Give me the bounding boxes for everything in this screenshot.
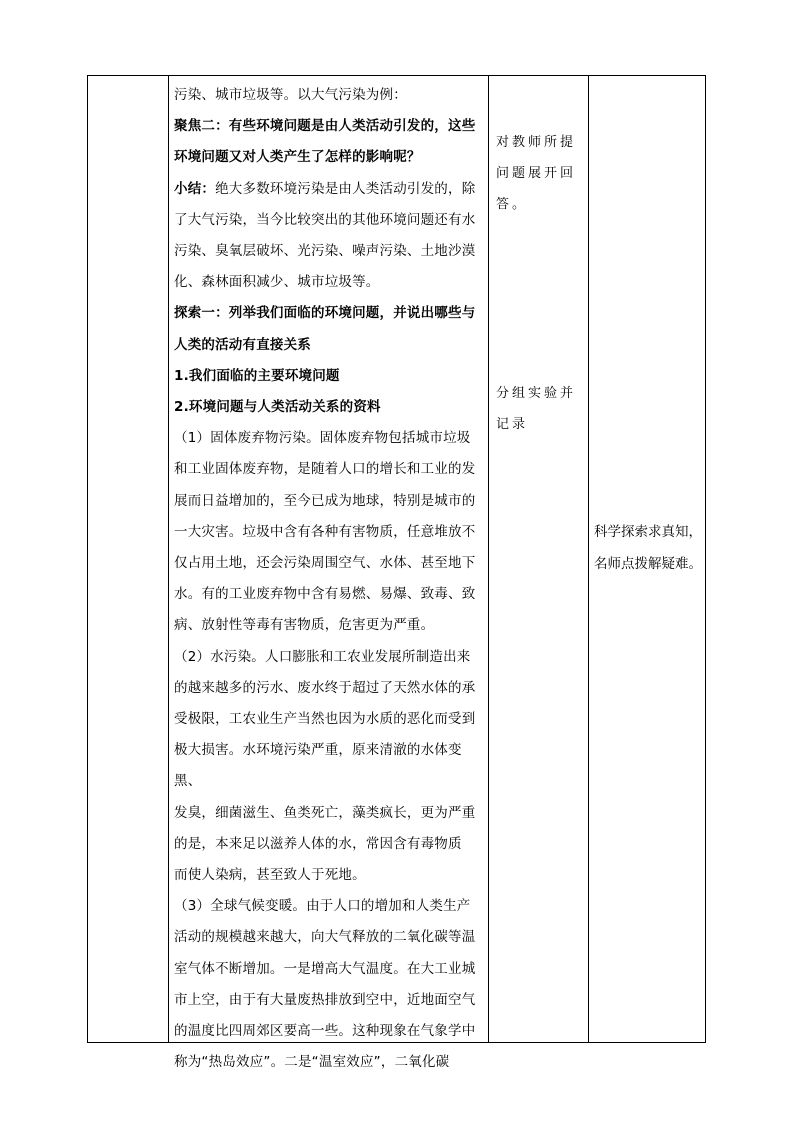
explore-one-heading: 探索一：列举我们面临的环境问题，并说出哪些与 — [174, 305, 476, 322]
summary-text: 绝大多数环境污染是由人类活动引发的，除 — [215, 180, 476, 197]
text-line: 一大灾害。垃圾中含有各种有害物质，任意堆放不 — [174, 523, 476, 540]
design-intent-cell — [594, 516, 706, 580]
column-divider — [488, 76, 489, 1042]
text-line: 展而日益增加的，至今已成为地球，特别是城市的 — [174, 492, 476, 509]
text-line: 答。 — [496, 197, 529, 212]
text-line: 发臭，细菌滋生、鱼类死亡，藻类疯长，更为严重 — [174, 804, 476, 821]
text-line: 活动的规模越来越大，向大气释放的二氧化碳等温 — [174, 929, 476, 946]
text-line: 污染、城市垃圾等。以大气污染为例： — [174, 87, 407, 103]
column-divider — [588, 76, 589, 1042]
subheading: 1.我们面临的主要环境问题 — [174, 367, 340, 384]
text-line: 仅占用土地，还会污染周围空气、水体、甚至地下 — [174, 555, 476, 572]
text-line: 记录 — [496, 417, 529, 432]
text-line: 而使人染病，甚至致人于死地。 — [174, 867, 366, 884]
text-line: 水。有的工业废弃物中含有易燃、易爆、致毒、致 — [174, 586, 476, 603]
teaching-content-cell — [174, 80, 484, 1079]
text-line: 科学探索求真知， — [594, 524, 702, 540]
text-line: 对教师所提 — [496, 135, 577, 150]
text-line: 室气体不断增加。一是增高大气温度。在大工业城 — [174, 960, 476, 977]
column-divider — [168, 76, 169, 1042]
text-line: （1）固体废弃物污染。固体废弃物包括城市垃圾 — [174, 430, 471, 447]
text-line: 分组实验并 — [496, 386, 577, 401]
text-line: 的越来越多的污水、废水终于超过了天然水体的承 — [174, 679, 476, 696]
text-line: 和工业固体废弃物，是随着人口的增长和工业的发 — [174, 461, 476, 478]
text-line: 称为“热岛效应”。二是“温室效应”，二氧化碳 — [174, 1054, 450, 1071]
text-line: 的温度比四周郊区要高一些。这种现象在气象学中 — [174, 1023, 476, 1040]
subheading: 2.环境问题与人类活动关系的资料 — [174, 399, 381, 416]
student-activity-answer — [496, 127, 584, 220]
text-line: 受极限，工农业生产当然也因为水质的恶化而受到 — [174, 711, 476, 728]
summary-line: 小结：绝大多数环境污染是由人类活动引发的，除 — [174, 180, 476, 197]
text-line: 名师点拨解疑难。 — [594, 556, 702, 572]
text-line: 极大损害。水环境污染严重，原来清澈的水体变黑、 — [174, 742, 462, 790]
text-line: 化、森林面积减少、城市垃圾等。 — [174, 274, 380, 291]
student-activity-experiment — [496, 378, 584, 440]
text-line: 的是，本来足以滋养人体的水，常因含有毒物质 — [174, 835, 462, 852]
explore-one-heading: 人类的活动有直接关系 — [174, 336, 311, 353]
text-line: 病、放射性等毒有害物质，危害更为严重。 — [174, 617, 435, 634]
lesson-table — [87, 75, 706, 1071]
focus-two-heading: 聚焦二：有些环境问题是由人类活动引发的，这些 — [174, 118, 476, 135]
text-line: （3）全球气候变暖。由于人口的增加和人类生产 — [174, 898, 471, 915]
text-line: 市上空，由于有大量废热排放到空中，近地面空气 — [174, 991, 476, 1008]
text-line: （2）水污染。人口膨胀和工农业发展所制造出来 — [174, 648, 471, 665]
text-line: 了大气污染，当今比较突出的其他环境问题还有水 — [174, 211, 476, 228]
text-line: 问题展开回 — [496, 166, 577, 181]
focus-two-heading: 环境问题又对人类产生了怎样的影响呢？ — [174, 149, 421, 166]
text-line: 污染、臭氧层破坏、光污染、噪声污染、土地沙漠 — [174, 243, 476, 260]
